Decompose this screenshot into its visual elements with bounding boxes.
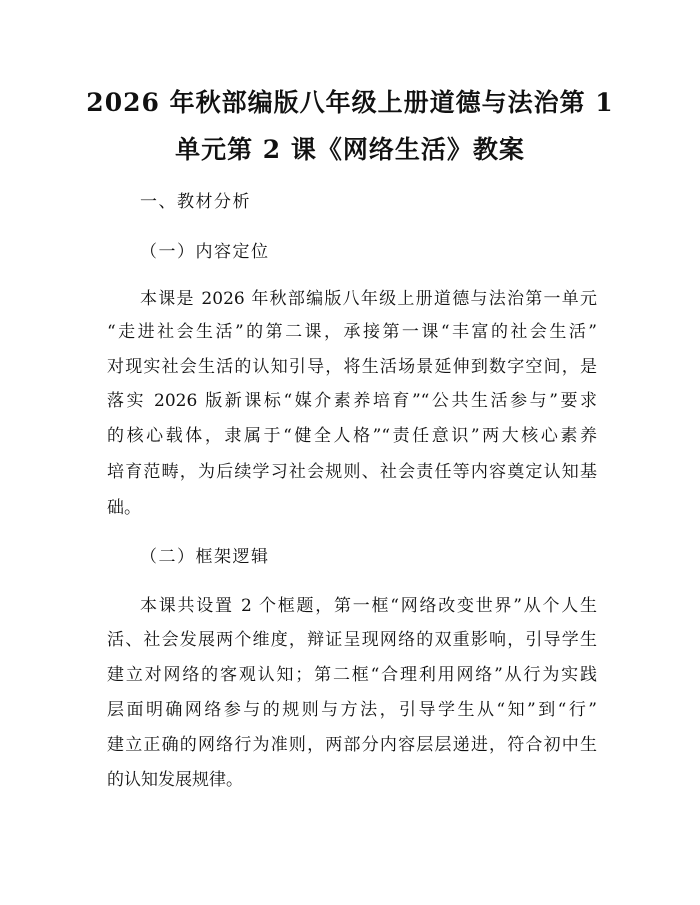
paragraph-line: 的核心载体，隶属于“健全人格”“责任意识”两大核心素养 <box>107 426 597 446</box>
document-title-line-2: 单元第 2 课《网络生活》教案 <box>175 135 525 164</box>
subsection-heading-content-positioning: （一）内容定位 <box>140 242 270 262</box>
paragraph-line: 活、社会发展两个维度，辩证呈现网络的双重影响，引导学生 <box>107 630 597 650</box>
paragraph-line: 础。 <box>107 498 141 518</box>
paragraph-line: 层面明确网络参与的规则与方法，引导学生从“知”到“行” <box>107 700 597 720</box>
paragraph-line: 建立正确的网络行为准则，两部分内容层层递进，符合初中生 <box>107 735 597 755</box>
document-title-line-1: 2026 年秋部编版八年级上册道德与法治第 1 <box>86 88 614 117</box>
paragraph-line: “走进社会生活”的第二课，承接第一课“丰富的社会生活” <box>107 322 597 342</box>
paragraph-line: 对现实社会生活的认知引导，将生活场景延伸到数字空间，是 <box>107 357 597 377</box>
paragraph-line: 建立对网络的客观认知；第二框“合理利用网络”从行为实践 <box>107 665 597 685</box>
paragraph-line: 的认知发展规律。 <box>107 770 243 790</box>
section-heading-textbook-analysis: 一、教材分析 <box>140 192 251 212</box>
paragraph-line: 本课共设置 2 个框题，第一框“网络改变世界”从个人生 <box>140 596 597 616</box>
paragraph-line: 培育范畴，为后续学习社会规则、社会责任等内容奠定认知基 <box>107 462 597 482</box>
subsection-heading-framework-logic: （二）框架逻辑 <box>140 547 270 567</box>
paragraph-line: 本课是 2026 年秋部编版八年级上册道德与法治第一单元 <box>140 289 597 309</box>
paragraph-line: 落实 2026 版新课标“媒介素养培育”“公共生活参与”要求 <box>107 391 597 411</box>
